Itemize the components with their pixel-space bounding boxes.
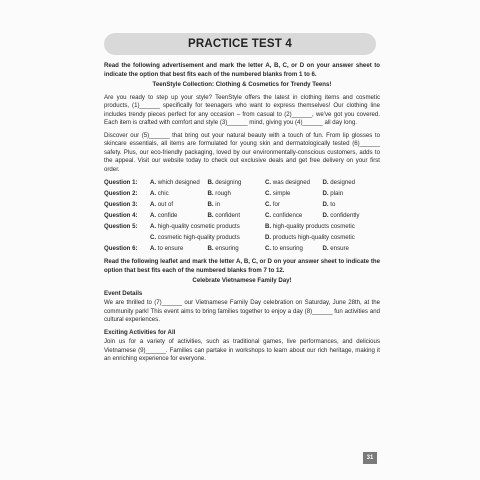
test-title: PRACTICE TEST 4: [188, 38, 292, 50]
option-c: C. to ensuring: [265, 245, 303, 253]
question-label: Question 2:: [104, 190, 138, 198]
option-c: C. was designed: [265, 179, 311, 187]
option-a: A. chic: [150, 190, 169, 198]
section2-instruction: Read the following leaflet and mark the letter A, B, C, or D on your answer sheet to indicate the option that best fits each of the numbered blanks from 7 to 12.: [104, 258, 380, 274]
event-details-paragraph: We are thrilled to (7)______ our Vietnamese Family Day celebration on Saturday, June 28th, at the community park! This event aims to bring families together to enjoy a day (8)______ fun activities and cultural experiences.: [104, 299, 380, 323]
option-d: D. designed: [322, 179, 356, 187]
option-a: A. which designed: [150, 179, 200, 187]
question-row: [104, 178, 380, 189]
question-row: [104, 200, 380, 211]
option-d: D. to: [322, 201, 336, 209]
question-list: [104, 178, 380, 255]
activities-heading: Exciting Activities for All: [104, 328, 176, 336]
option-a: A. to ensure: [150, 245, 184, 253]
question-row: [104, 222, 380, 233]
content-area: [104, 62, 380, 368]
option-b: B. rough: [207, 190, 231, 198]
option-d: D. products high-quality cosmetic: [265, 234, 355, 242]
option-d: D. confidently: [322, 212, 360, 220]
question-label: Question 5:: [104, 223, 138, 231]
section1-instruction: Read the following advertisement and mark the letter A, B, C, or D on your answer sheet to indicate the option that best fits each of the numbered blanks from 1 to 6.: [104, 62, 380, 78]
question-label: Question 4:: [104, 212, 138, 220]
question-row: [104, 189, 380, 200]
option-b: B. designing: [207, 179, 242, 187]
option-a: A. high-quality cosmetic products: [150, 223, 240, 231]
question-label: Question 3:: [104, 201, 138, 209]
leaflet-title: Celebrate Vietnamese Family Day!: [192, 277, 292, 284]
question-row: [104, 233, 380, 244]
option-b: B. high-quality products cosmetic: [265, 223, 355, 231]
event-details-heading: Event Details: [104, 289, 143, 297]
advertisement-title: TeenStyle Collection: Clothing & Cosmetics for Trendy Teens!: [152, 81, 332, 88]
question-label: Question 6:: [104, 245, 138, 253]
option-b: B. ensuring: [207, 245, 239, 253]
option-b: B. in: [207, 201, 221, 209]
question-label: Question 1:: [104, 179, 138, 187]
page-number: 31: [363, 452, 377, 464]
option-c: C. cosmetic high-quality products: [150, 234, 240, 242]
advertisement-paragraph-2: Discover our (5)______ that bring out your natural beauty with a touch of fun. From lip glosses to skincare essentials, all items are formulated for young skin and dermatologically tested (6)______ safety. Plus, our eco-friendly packaging, loved by our environmentally-conscious customers, adds to the appeal. Visit our website today to check out exclusive deals and get free delivery on your first order.: [104, 131, 380, 173]
question-row: [104, 211, 380, 222]
option-d: D. plain: [322, 190, 344, 198]
activities-paragraph: Join us for a variety of activities, such as traditional games, live performances, and delicious Vietnamese (9)______. Families can partake in workshops to learn about our rich heritage, making it an enriching experience for everyone.: [104, 338, 380, 362]
option-d: D. ensure: [322, 245, 349, 253]
test-title-band: [104, 33, 376, 55]
option-c: C. simple: [265, 190, 291, 198]
option-c: C. confidence: [265, 212, 303, 220]
option-b: B. confident: [207, 212, 241, 220]
option-c: C. for: [265, 201, 280, 209]
option-a: A. out of: [150, 201, 174, 209]
question-row: [104, 244, 380, 255]
option-a: A. confide: [150, 212, 178, 220]
advertisement-paragraph-1: Are you ready to step up your style? TeenStyle offers the latest in clothing items and cosmetic products, (1)______ specifically for teenagers who want to express themselves! Our clothing line includes trendy pieces perfect for any occasion – from casual to (2)______, we've got you covered. Each item is crafted with comfort and style (3)______ mind, giving you (4)______ all day long.: [104, 93, 380, 126]
